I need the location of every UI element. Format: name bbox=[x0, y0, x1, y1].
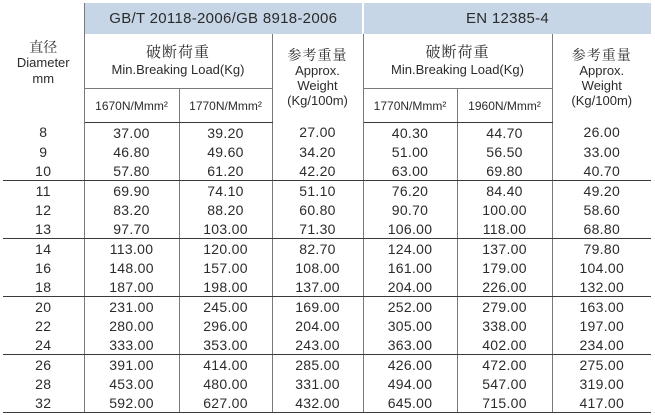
table-body bbox=[3, 123, 651, 413]
gb-load-1670-cell: 83.20 bbox=[84, 200, 179, 219]
table-row bbox=[3, 181, 651, 201]
grade-gb-1670: 1670N/Mmm² bbox=[84, 89, 179, 123]
gb-weight-cell: 27.00 bbox=[272, 123, 363, 143]
en-weight-en-2: Weight bbox=[581, 78, 622, 94]
en-breaking-load-header bbox=[363, 34, 552, 89]
gb-weight-en-2: Weight bbox=[297, 78, 338, 94]
en-breaking-load-en: Min.Breaking Load(Kg) bbox=[391, 62, 524, 77]
diameter-cell: 24 bbox=[3, 335, 84, 355]
gb-load-1670-cell: 231.00 bbox=[84, 297, 179, 317]
gb-load-1670-cell: 280.00 bbox=[84, 316, 179, 335]
gb-breaking-load-cn: 破断荷重 bbox=[145, 44, 210, 61]
en-weight-cn: 参考重量 bbox=[571, 47, 632, 64]
en-load-1960-cell: 472.00 bbox=[457, 355, 552, 375]
en-load-1960-cell: 56.50 bbox=[457, 142, 552, 161]
diameter-header bbox=[3, 3, 84, 123]
en-weight-cell: 275.00 bbox=[579, 356, 625, 373]
en-weight-cell: 417.00 bbox=[552, 393, 651, 413]
gb-weight-cell: 71.30 bbox=[272, 219, 363, 239]
gb-load-1670-cell: 69.90 bbox=[84, 181, 179, 201]
gb-load-1670-cell: 57.80 bbox=[84, 161, 179, 181]
diameter-cell: 10 bbox=[3, 161, 84, 181]
gb-weight-cell: 331.00 bbox=[272, 374, 363, 393]
en-load-1770-cell: 363.00 bbox=[363, 335, 457, 355]
table-row bbox=[3, 393, 651, 413]
en-load-1960-cell: 118.00 bbox=[457, 219, 552, 239]
en-weight-cell: 33.00 bbox=[583, 143, 621, 160]
diameter-cell: 9 bbox=[3, 142, 84, 161]
gb-load-1670-cell: 592.00 bbox=[84, 393, 179, 413]
table-row bbox=[3, 200, 651, 219]
gb-breaking-load-header bbox=[84, 34, 272, 89]
table-row bbox=[3, 123, 651, 143]
table-row bbox=[3, 142, 651, 161]
grade-gb-1770: 1770N/Mmm² bbox=[179, 89, 272, 123]
table-row bbox=[3, 316, 651, 335]
en-weight-en-1: Approx. bbox=[579, 63, 625, 79]
table-row bbox=[3, 355, 651, 375]
en-load-1770-cell: 645.00 bbox=[363, 393, 457, 413]
en-load-1960-cell: 179.00 bbox=[457, 258, 552, 277]
gb-load-1670-cell: 453.00 bbox=[84, 374, 179, 393]
diameter-cell: 26 bbox=[3, 355, 84, 375]
gb-load-1770-cell: 627.00 bbox=[179, 393, 272, 413]
en-weight-unit: (Kg/100m) bbox=[571, 93, 633, 109]
gb-load-1770-cell: 39.20 bbox=[179, 123, 272, 143]
diameter-cell: 11 bbox=[3, 181, 84, 201]
en-load-1960-cell: 84.40 bbox=[457, 181, 552, 201]
gb-weight-unit: (Kg/100m) bbox=[287, 93, 348, 109]
gb-load-1770-cell: 296.00 bbox=[179, 316, 272, 335]
diameter-cell: 8 bbox=[3, 123, 84, 143]
standard-gb-header: GB/T 20118-2006/GB 8918-2006 bbox=[84, 3, 363, 34]
en-load-1770-cell: 63.00 bbox=[363, 161, 457, 181]
en-weight-header bbox=[552, 34, 651, 123]
en-load-1770-cell: 305.00 bbox=[363, 316, 457, 335]
en-load-1770-cell: 252.00 bbox=[363, 297, 457, 317]
en-load-1770-cell: 90.70 bbox=[363, 200, 457, 219]
gb-load-1670-cell: 97.70 bbox=[84, 219, 179, 239]
en-load-1960-cell: 226.00 bbox=[457, 277, 552, 297]
en-load-1960-cell: 547.00 bbox=[457, 374, 552, 393]
gb-load-1770-cell: 198.00 bbox=[179, 277, 272, 297]
gb-weight-cell: 204.00 bbox=[272, 316, 363, 335]
gb-load-1770-cell: 103.00 bbox=[179, 219, 272, 239]
en-load-1960-cell: 715.00 bbox=[457, 393, 552, 413]
gb-weight-cell: 82.70 bbox=[272, 239, 363, 259]
en-weight-cell: 58.60 bbox=[583, 201, 621, 218]
gb-load-1670-cell: 46.80 bbox=[84, 142, 179, 161]
gb-weight-cell: 169.00 bbox=[272, 297, 363, 317]
gb-weight-cn: 参考重量 bbox=[287, 47, 348, 64]
standard-en-header: EN 12385-4 bbox=[363, 3, 651, 34]
en-load-1960-cell: 100.00 bbox=[457, 200, 552, 219]
en-load-1960-cell: 44.70 bbox=[457, 123, 552, 143]
en-breaking-load-cn: 破断荷重 bbox=[425, 44, 490, 61]
gb-load-1770-cell: 88.20 bbox=[179, 200, 272, 219]
grade-en-1960: 1960N/Mmm² bbox=[457, 89, 552, 123]
en-load-1770-cell: 494.00 bbox=[363, 374, 457, 393]
en-weight-cell: 197.00 bbox=[579, 317, 625, 334]
gb-breaking-load-en: Min.Breaking Load(Kg) bbox=[111, 62, 245, 77]
en-weight-cell: 319.00 bbox=[579, 375, 625, 392]
table-row bbox=[3, 277, 651, 297]
gb-load-1670-cell: 333.00 bbox=[84, 335, 179, 355]
gb-weight-cell: 243.00 bbox=[272, 335, 363, 355]
gb-load-1770-cell: 480.00 bbox=[179, 374, 272, 393]
diameter-header-cn: 直径 bbox=[29, 38, 58, 55]
en-load-1770-cell: 124.00 bbox=[363, 239, 457, 259]
gb-load-1670-cell: 187.00 bbox=[84, 277, 179, 297]
gb-weight-cell: 137.00 bbox=[272, 277, 363, 297]
table-row bbox=[3, 374, 651, 393]
table-row bbox=[3, 239, 651, 259]
table-row bbox=[3, 297, 651, 317]
gb-load-1670-cell: 37.00 bbox=[84, 123, 179, 143]
gb-load-1770-cell: 353.00 bbox=[179, 335, 272, 355]
diameter-cell: 32 bbox=[3, 393, 84, 413]
diameter-cell: 22 bbox=[3, 316, 84, 335]
grade-en-1770: 1770N/Mmm² bbox=[363, 89, 457, 123]
en-load-1770-cell: 426.00 bbox=[363, 355, 457, 375]
gb-weight-header bbox=[272, 34, 363, 123]
gb-load-1670-cell: 148.00 bbox=[84, 258, 179, 277]
en-weight-cell: 104.00 bbox=[579, 259, 625, 276]
gb-load-1770-cell: 120.00 bbox=[179, 239, 272, 259]
en-weight-cell: 49.20 bbox=[583, 182, 621, 199]
diameter-cell: 14 bbox=[3, 239, 84, 259]
diameter-cell: 18 bbox=[3, 277, 84, 297]
diameter-header-unit: mm bbox=[32, 70, 55, 86]
gb-load-1670-cell: 113.00 bbox=[84, 239, 179, 259]
en-load-1770-cell: 204.00 bbox=[363, 277, 457, 297]
en-weight-cell: 40.70 bbox=[552, 161, 651, 181]
table-row bbox=[3, 219, 651, 239]
en-load-1960-cell: 137.00 bbox=[457, 239, 552, 259]
gb-load-1770-cell: 414.00 bbox=[179, 355, 272, 375]
en-load-1770-cell: 40.30 bbox=[363, 123, 457, 143]
en-weight-cell: 234.00 bbox=[552, 335, 651, 355]
gb-load-1770-cell: 245.00 bbox=[179, 297, 272, 317]
en-weight-cell: 163.00 bbox=[579, 298, 625, 315]
en-load-1960-cell: 279.00 bbox=[457, 297, 552, 317]
en-weight-cell: 79.80 bbox=[583, 240, 621, 257]
gb-weight-cell: 60.80 bbox=[272, 200, 363, 219]
table-row bbox=[3, 161, 651, 181]
gb-load-1770-cell: 61.20 bbox=[179, 161, 272, 181]
en-weight-cell: 132.00 bbox=[552, 277, 651, 297]
diameter-cell: 16 bbox=[3, 258, 84, 277]
gb-weight-cell: 34.20 bbox=[272, 142, 363, 161]
gb-weight-cell: 432.00 bbox=[272, 393, 363, 413]
en-weight-cell: 26.00 bbox=[583, 124, 621, 141]
gb-load-1770-cell: 157.00 bbox=[179, 258, 272, 277]
table-row bbox=[3, 258, 651, 277]
gb-weight-cell: 285.00 bbox=[272, 355, 363, 375]
en-load-1960-cell: 338.00 bbox=[457, 316, 552, 335]
diameter-header-en: Diameter bbox=[16, 54, 70, 70]
gb-weight-cell: 108.00 bbox=[272, 258, 363, 277]
gb-weight-cell: 42.20 bbox=[272, 161, 363, 181]
gb-weight-cell: 51.10 bbox=[272, 181, 363, 201]
gb-load-1770-cell: 49.60 bbox=[179, 142, 272, 161]
en-load-1770-cell: 76.20 bbox=[363, 181, 457, 201]
diameter-cell: 13 bbox=[3, 219, 84, 239]
en-load-1770-cell: 51.00 bbox=[363, 142, 457, 161]
en-weight-cell: 68.80 bbox=[552, 219, 651, 239]
diameter-cell: 20 bbox=[3, 297, 84, 317]
gb-weight-en-1: Approx. bbox=[295, 63, 340, 79]
en-load-1770-cell: 161.00 bbox=[363, 258, 457, 277]
diameter-cell: 12 bbox=[3, 200, 84, 219]
en-load-1960-cell: 402.00 bbox=[457, 335, 552, 355]
en-load-1960-cell: 69.80 bbox=[457, 161, 552, 181]
gb-load-1770-cell: 74.10 bbox=[179, 181, 272, 201]
wire-rope-spec-table bbox=[3, 3, 651, 413]
en-load-1770-cell: 106.00 bbox=[363, 219, 457, 239]
gb-load-1670-cell: 391.00 bbox=[84, 355, 179, 375]
diameter-cell: 28 bbox=[3, 374, 84, 393]
table-row bbox=[3, 335, 651, 355]
spec-table-container bbox=[3, 3, 651, 413]
